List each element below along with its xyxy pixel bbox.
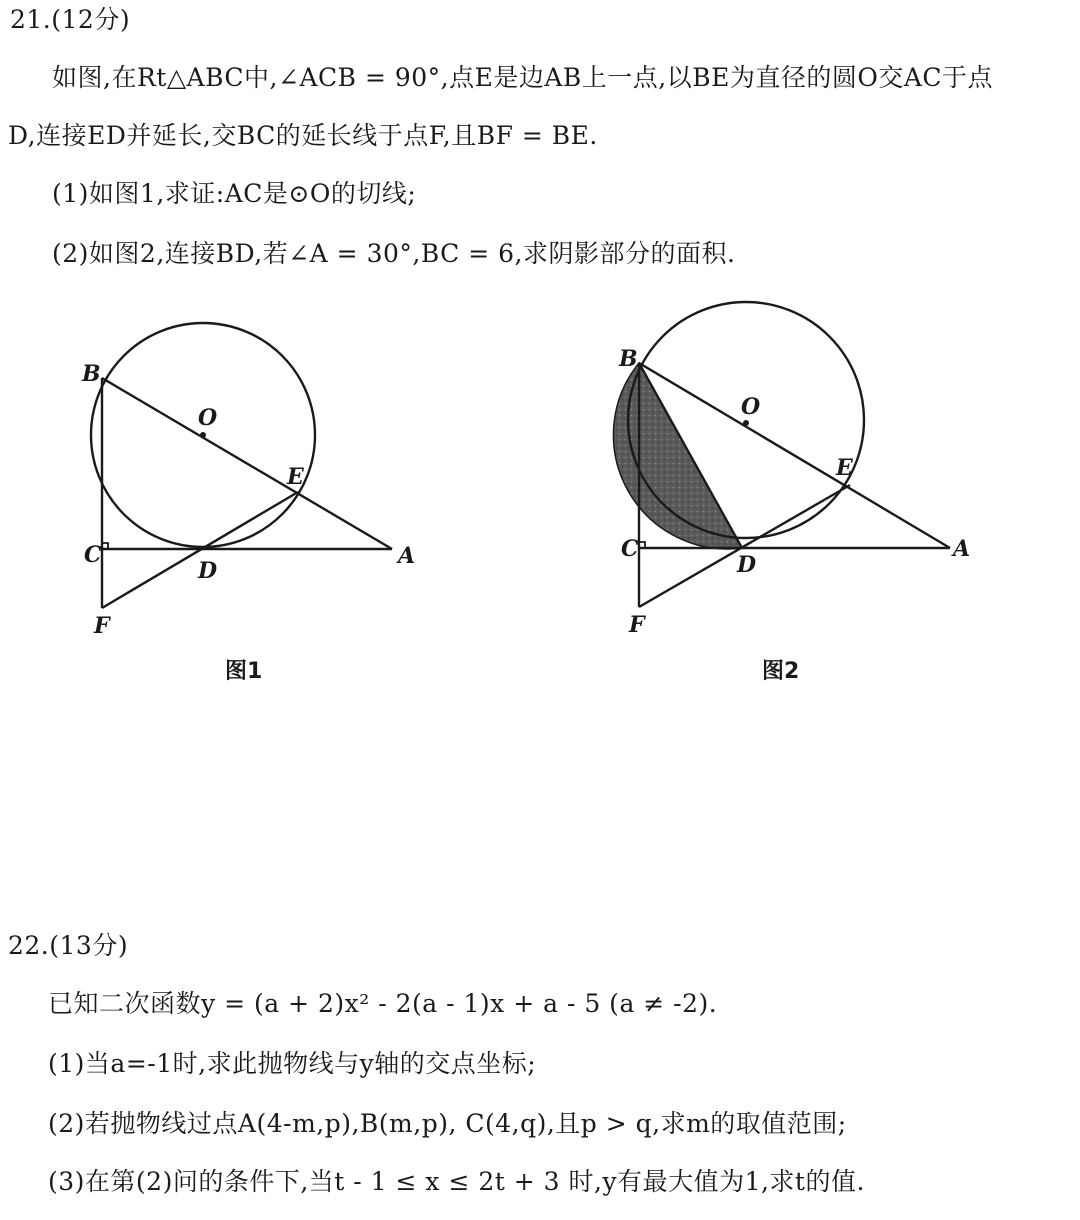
q21-header: 21.(12分) [10, 5, 131, 34]
fig1-label-e: E [287, 464, 304, 490]
fig2-label-e: E [836, 455, 853, 481]
q21-part1: (1)如图1,求证:AC是⊙O的切线; [52, 179, 417, 208]
q21-stem-line1: 如图,在Rt△ABC中,∠ACB = 90°,点E是边AB上一点,以BE为直径的圆O交AC于点 [52, 63, 994, 92]
fig2-label-o: O [741, 394, 761, 420]
fig2-label-b: B [619, 346, 638, 372]
fig2-label-c: C [621, 536, 639, 562]
fig2-caption: 图2 [762, 659, 800, 684]
fig2-label-d: D [737, 552, 757, 578]
q22-part2: (2)若抛物线过点A(4-m,p),B(m,p), C(4,q),且p > q,求m的取值范围; [48, 1109, 847, 1138]
fig1-label-b: B [82, 361, 101, 387]
figure-2 [613, 302, 970, 684]
fig2-label-a: A [953, 536, 971, 562]
q22-header: 22.(13分) [8, 931, 129, 960]
fig1-caption: 图1 [225, 659, 263, 684]
q22-part3: (3)在第(2)问的条件下,当t - 1 ≤ x ≤ 2t + 3 时,y有最大值为1,求t的值. [48, 1167, 865, 1196]
fig1-label-d: D [198, 558, 218, 584]
q22-part1: (1)当a=-1时,求此抛物线与y轴的交点坐标; [48, 1049, 537, 1078]
fig2-label-f: F [629, 612, 645, 638]
figure-1 [81, 323, 415, 684]
fig1-label-c: C [84, 542, 102, 568]
q21-stem-line2: D,连接ED并延长,交BC的延长线于点F,且BF = BE. [8, 121, 598, 150]
fig1-center-dot [200, 432, 206, 438]
fig1-label-o: O [198, 405, 218, 431]
q22-stem: 已知二次函数y = (a + 2)x² - 2(a - 1)x + a - 5 (a ≠ -2). [48, 989, 718, 1018]
fig1-label-f: F [94, 613, 110, 639]
q21-part2: (2)如图2,连接BD,若∠A = 30°,BC = 6,求阴影部分的面积. [52, 239, 736, 268]
fig2-center-dot [743, 420, 749, 426]
fig1-label-a: A [398, 543, 416, 569]
